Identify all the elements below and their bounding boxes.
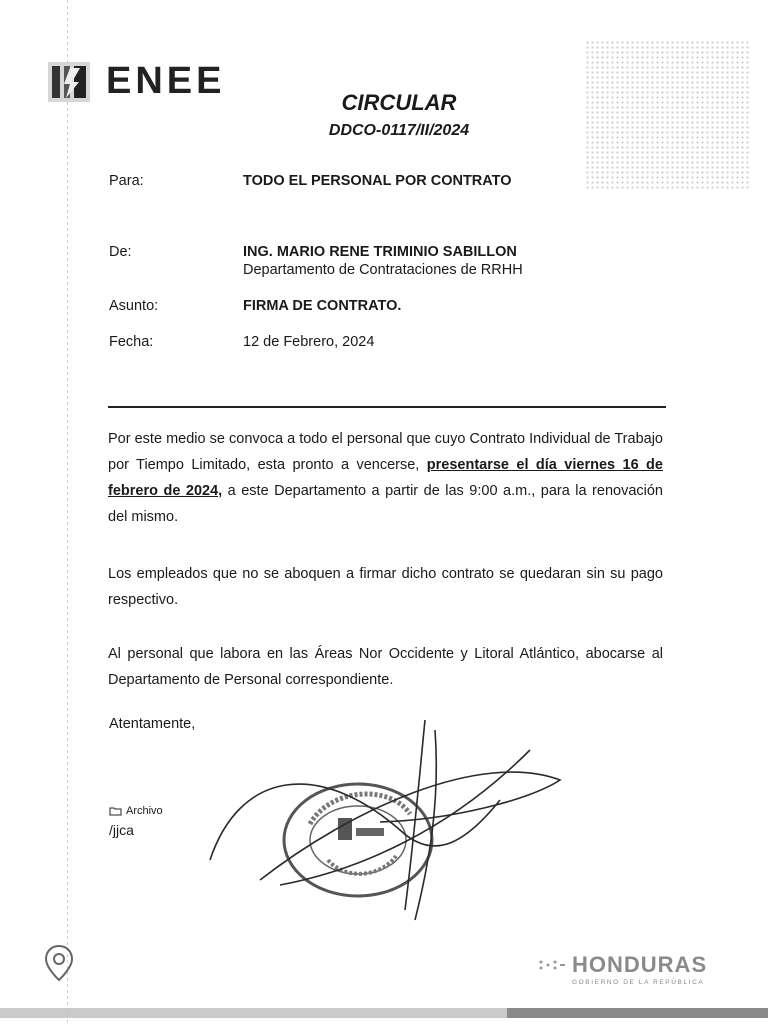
body-paragraph-3: Al personal que labora en las Áreas Nor Occidente y Litoral Atlántico, abocarse al Departamento de Personal correspondiente.: [108, 646, 663, 688]
p1-text-start: Por este medio se convoca a todo el personal que cuyo Contrato Individual de Trabajo por Tiempo Limitado, esta pronto a vencerse,: [108, 431, 663, 473]
honduras-subtitle: GOBIERNO DE LA REPÚBLICA: [572, 979, 705, 986]
sender-department: Departamento de Contrataciones de RRHH: [243, 262, 523, 278]
document-reference: DDCO-0117/II/2024: [328, 122, 470, 139]
body-paragraph-2: Los empleados que no se aboquen a firmar dicho contrato se quedaran sin su pago respectivo.: [108, 566, 663, 608]
para-label: Para:: [109, 173, 144, 189]
initials: /jjca: [109, 822, 134, 838]
scan-edge-strip: [0, 1008, 768, 1018]
p1-emphasis: presentarse el día viernes 16 de febrero de 2024,: [108, 457, 663, 499]
para-value: TODO EL PERSONAL POR CONTRATO: [243, 173, 512, 189]
handwritten-signature: [210, 720, 560, 920]
p1-text-end: a este Departamento a partir de las 9:00 a.m., para la renovación del mismo.: [108, 483, 663, 525]
de-label: De:: [109, 244, 132, 260]
document-title: CIRCULAR: [341, 90, 457, 115]
signature-and-stamp: [200, 710, 580, 930]
archive-note: [109, 805, 163, 817]
sender-name: ING. MARIO RENE TRIMINIO SABILLON: [243, 244, 517, 260]
logo-text: ENEE: [106, 60, 226, 102]
archive-label: Archivo: [126, 805, 163, 817]
header-separator: [108, 406, 666, 408]
fecha-label: Fecha:: [109, 334, 154, 350]
salutation: Atentamente,: [109, 716, 196, 732]
honduras-stars-icon: [538, 957, 566, 973]
page-margin-line: [67, 0, 68, 1024]
fecha-value: 12 de Febrero, 2024: [243, 334, 375, 350]
location-pin-icon: [44, 944, 74, 984]
asunto-label: Asunto:: [109, 298, 159, 314]
body-paragraph-1: [108, 426, 663, 530]
folder-icon: [109, 806, 122, 816]
honduras-government-logo: [538, 952, 707, 986]
honduras-name: HONDURAS: [572, 952, 708, 977]
asunto-value: FIRMA DE CONTRATO.: [243, 298, 402, 314]
